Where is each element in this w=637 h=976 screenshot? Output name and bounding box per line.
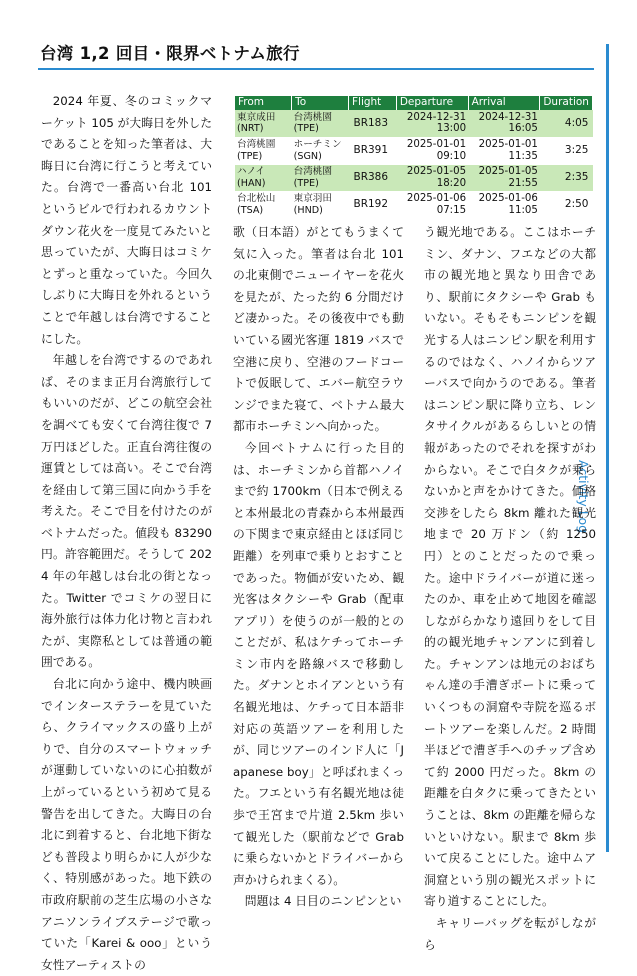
cell-flight: BR192	[348, 191, 396, 218]
cell-to: 台湾桃園 (TPE)	[292, 164, 349, 191]
header-duration: Duration	[540, 96, 593, 110]
title-divider	[38, 68, 594, 70]
cell-to: ホーチミン (SGN)	[292, 137, 349, 164]
cell-departure: 2024-12-31 13:00	[396, 110, 468, 137]
cell-flight: BR183	[348, 110, 396, 137]
paragraph: 2024 年夏、冬のコミックマーケット 105 が大晦日を外したであることを知った筆者は、大晦日に台湾に行こうと考えていた。台湾で一番高い台北 101 というビルで行われるカウントダウン花火を一度見てみたいと思っていたが、大晦日はコミケとずっと重なっていた。今回久しぶりに大晦日を外れるということで年越しは台湾ですることにした。	[41, 94, 212, 346]
cell-arrival: 2025-01-05 21:55	[468, 164, 540, 191]
paragraph: 問題は 4 日目のニンピンとい	[244, 894, 402, 909]
cell-duration: 4:05	[540, 110, 593, 137]
cell-arrival: 2025-01-01 11:35	[468, 137, 540, 164]
cell-departure: 2025-01-06 07:15	[396, 191, 468, 218]
flight-table	[235, 96, 593, 219]
header-flight: Flight	[348, 96, 396, 110]
text-column-3	[424, 222, 596, 952]
cell-from: 東京成田 (NRT)	[235, 110, 292, 137]
paragraph: う観光地である。ここはホーチミン、ダナン、フエなどの大都市の観光地と異なり田舎であり、駅前にタクシーや Grab もいない。そもそもニンピンを観光する人はニンピン駅を利用するのではなく、ハノイからツアーバスで向かうのである。筆者はニンピン駅に降り立ち、レンタサイクルがあるらしいとの情報があったのでそれを探すがわからない。そこで白タクが乗らないかと声をかけてきた。価格交渉をしたら 8km 離れた観光地まで 20 万ドン（約 1250 円）とのことだったので乗った。途中ドライバーが道に迷ったのか、車を止めて地図を確認しながらかなり遠回りをして目的の観光地チャンアンに到着した。チャンアンは地元のおばちゃん達の手漕ぎボートに乗っていくつもの洞窟や寺院を巡るボートツアーを楽しんだ。2 時間半ほどで漕ぎ手へのチップ含めて約 2000 円だった。8km の距離を白タクに乗ってきたということは、8km の距離を帰らないといけない。駅まで 8km 歩いて戻ることにした。途中ムア洞窟という別の観光スポットに寄り道することにした。	[424, 225, 596, 909]
text-column-2	[233, 222, 404, 909]
cell-arrival: 2025-01-06 11:05	[468, 191, 540, 218]
cell-arrival: 2024-12-31 16:05	[468, 110, 540, 137]
paragraph: 台北に向かう途中、機内映画でインターステラーを見ていたら、クライマックスの盛り上がりで、自分のスマートウォッチが運動していないのに心拍数が上がっているという初めて見る警告を出してきた。大晦日の台北に到着すると、台北地下街なども普段より明らかに人が少なく、特別感があった。地下鉄の市政府駅前の芝生広場の小さなアニソンライブステージで歌っていた「Karei & ooo」という女性アーティストの	[41, 677, 212, 972]
text-column-1	[41, 91, 212, 972]
cell-from: 台北松山 (TSA)	[235, 191, 292, 218]
cell-from: 台湾桃園 (TPE)	[235, 137, 292, 164]
side-divider	[606, 44, 609, 852]
cell-departure: 2025-01-05 18:20	[396, 164, 468, 191]
cell-to: 台湾桃園 (TPE)	[292, 110, 349, 137]
table-row	[235, 137, 593, 164]
cell-flight: BR391	[348, 137, 396, 164]
cell-duration: 3:25	[540, 137, 593, 164]
cell-duration: 2:35	[540, 164, 593, 191]
cell-flight: BR386	[348, 164, 396, 191]
header-to: To	[292, 96, 349, 110]
paragraph: 今回ベトナムに行った目的は、ホーチミンから首都ハノイまで約 1700km（日本で例えると本州最北の青森から本州最西の下関まで東京経由とほぼ同じ距離）を列車で乗りとおすことであった。物価が安いため、観光客はタクシーや Grab（配車アプリ）を使うのが一般的とのことだが、私はケチってホーチミン市内を路線バスで移動した。ダナンとホイアンという有名観光地は、ケチって日本語非対応の英語ツアーを利用したが、同じツアーのインド人に「Japanese boy」と呼ばれまくった。フエという有名観光地は徒歩で王宮まで片道 2.5km 歩いて観光した（駅前などで Grab に乗らないかとドライバーから声かけられまくる）。	[233, 440, 404, 887]
table-row	[235, 110, 593, 137]
paragraph: 歌（日本語）がとてもうまくて気に入った。筆者は台北 101 の北東側でニューイヤーを花火を見たが、たった約 6 分間だけど凄かった。その後夜中でも動いている國光客運 1819 バスで空港に戻り、空港のフードコートで仮眠して、エバー航空ラウンジでまた寝て、ベトナム最大都市ホーチミンへ向かった。	[233, 225, 404, 434]
header-arrival: Arrival	[468, 96, 540, 110]
page-title: 台湾 1,2 回目・限界ベトナム旅行	[40, 44, 300, 63]
table-header-row	[235, 96, 593, 110]
cell-to: 東京羽田 (HND)	[292, 191, 349, 218]
cell-departure: 2025-01-01 09:10	[396, 137, 468, 164]
table-row	[235, 164, 593, 191]
section-label: Activity Log	[576, 460, 591, 534]
paragraph: キャリーバッグを転がしながら	[424, 916, 596, 952]
cell-duration: 2:50	[540, 191, 593, 218]
table-row	[235, 191, 593, 218]
header-from: From	[235, 96, 292, 110]
header-departure: Departure	[396, 96, 468, 110]
cell-from: ハノイ (HAN)	[235, 164, 292, 191]
paragraph: 年越しを台湾でするのであれば、そのまま正月台湾旅行してもいいのだが、どこの航空会社を調べても安くて台湾往復で 7 万円ほどした。正直台湾往復の運賃としては高い。そこで台湾を経由して第三国に向かう手を考えた。そこで目を付けたのがベトナムだった。値段も 83290 円。許容範囲だ。そうして 2024 年の年越しは台北の街となった。Twitter でコミケの翌日に海外旅行は体力化け物と言われたが、実際私としては普通の範囲である。	[41, 353, 212, 670]
